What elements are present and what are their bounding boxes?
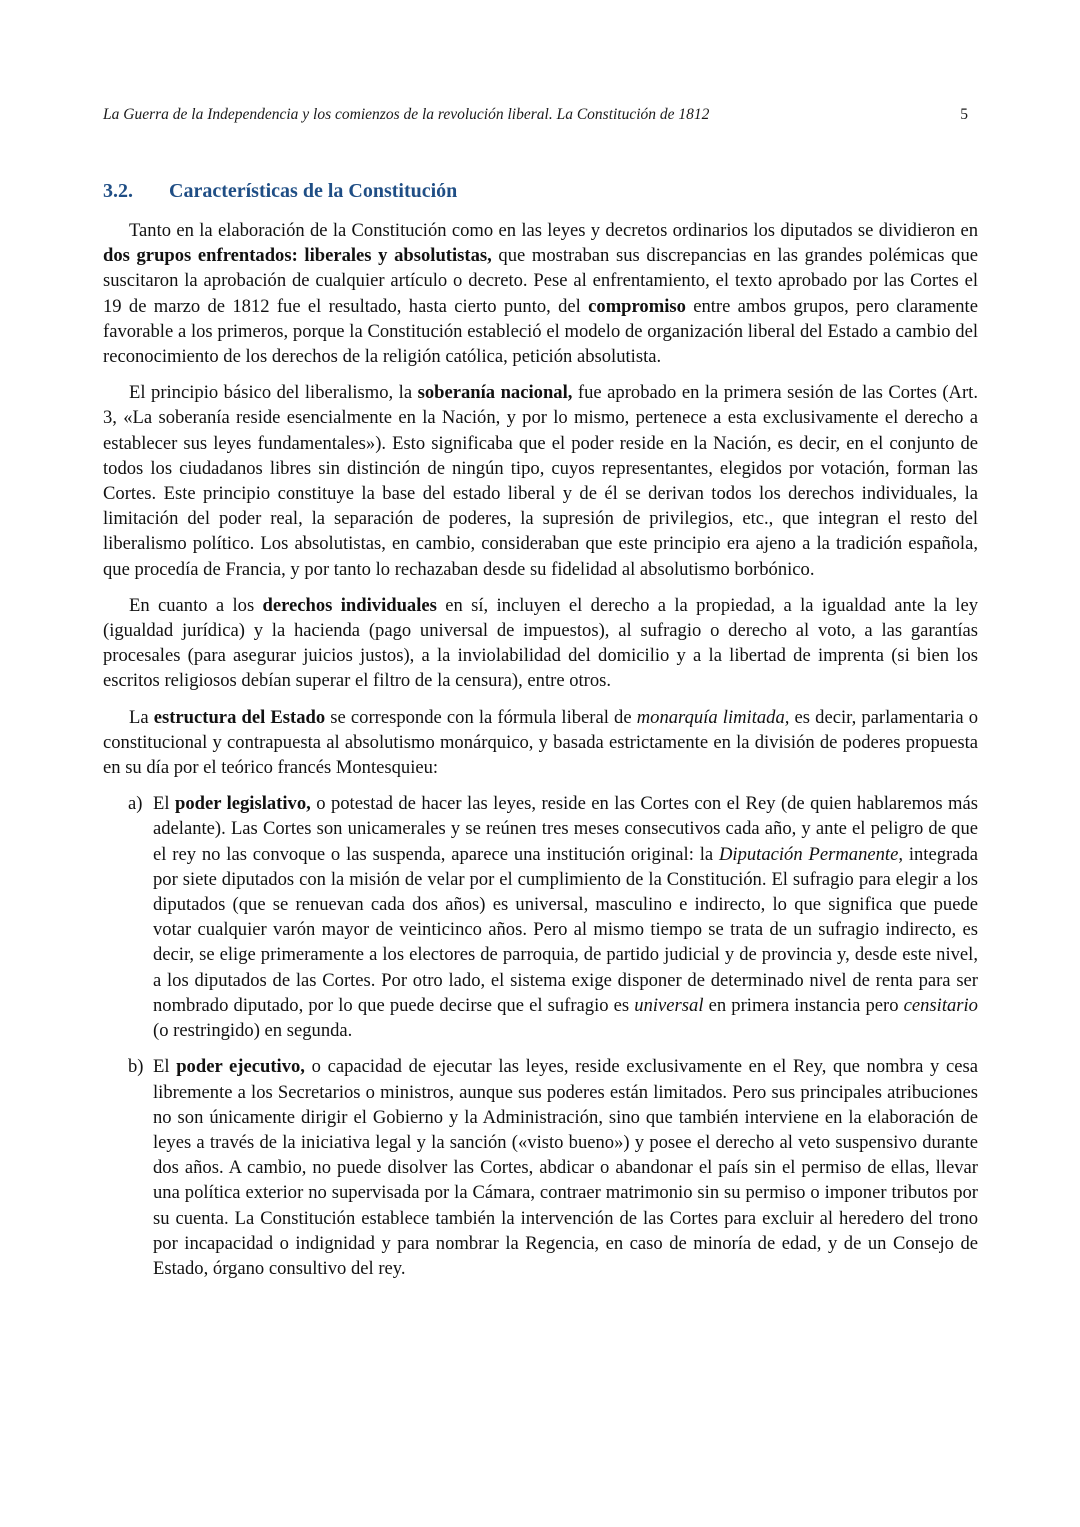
bold-term: poder legislativo,: [174, 793, 311, 815]
text-run: fue aprobado en la primera sesión de las Cortes (Art. 3, «La soberanía reside esencialmente en la Nación, y por lo mismo, pertenece a esta exclusivamente el derecho a establecer sus leyes fundamentales»). Esto significaba que el poder reside en la Nación, es decir, en el conjunto de todos los ciudadanos libres sin distinción de ningún tipo, cuyos representantes, elegidos por votación, forman las Cortes. Este principio constituye la base del estado liberal y de él se derivan todos los derechos individuales, la limitación del poder real, la separación de poderes, la supresión de privilegios, etc., que integran el resto del liberalismo político. Los absolutistas, en cambio, consideraban que este principio era ajeno a la tradición española, que procedía de Francia, y por tanto lo rechazaban desde su fidelidad al absolutismo borbónico.: [103, 382, 978, 580]
list-item-text: [153, 1056, 978, 1279]
list-item-text: [153, 793, 978, 1041]
text-run: se corresponde con la fórmula liberal de: [325, 706, 637, 728]
paragraph: [103, 218, 978, 369]
bold-term: dos grupos enfrentados: liberales y absolutistas,: [103, 245, 492, 267]
bold-term: soberanía nacional,: [417, 382, 573, 404]
powers-list: [103, 791, 978, 1281]
text-run: o potestad de hacer las leyes, reside en las Cortes con el Rey (de quien hablaremos más adelante). Las Cortes son unicamerales y se reúnen tres meses consecutivos cada año, y ante el peligro de que el rey no las convoque o las suspenda, aparece una institución original: la: [153, 793, 978, 865]
bold-term: poder ejecutivo,: [176, 1056, 305, 1078]
italic-term: censitario: [903, 994, 978, 1016]
body-content: [103, 218, 978, 1292]
paragraph: [103, 705, 978, 781]
bold-term: derechos individuales: [262, 594, 437, 616]
text-run: En cuanto a los: [129, 594, 263, 616]
section-heading: [103, 180, 457, 203]
text-run: que mostraban sus discrepancias en las grandes polémicas que suscitaron la aprobación de cualquier artículo o decreto. Pese al enfrentamiento, el texto aprobado por las Cortes el 19 de marzo de 1812 fue el resultado, hasta cierto punto, del: [103, 245, 978, 317]
page-number: 5: [960, 106, 968, 123]
running-title: La Guerra de la Independencia y los comienzos de la revolución liberal. La Constitución de 1812: [103, 106, 710, 123]
paragraph: [103, 593, 978, 694]
text-run: es decir, parlamentaria o constitucional y contrapuesta al absolutismo monárquico, y basada estrictamente en la división de poderes propuesta en su día por el teórico francés Montesquieu:: [103, 706, 978, 779]
text-run: (o restringido) en segunda.: [153, 1020, 353, 1042]
paragraph: [103, 380, 978, 582]
italic-term: universal: [634, 994, 704, 1016]
bold-term: estructura del Estado: [153, 706, 326, 728]
list-marker: a): [128, 793, 143, 815]
section-number: 3.2.: [103, 180, 133, 202]
text-run: El: [153, 793, 175, 815]
text-run: El: [153, 1056, 177, 1078]
text-run: La: [129, 706, 154, 728]
list-marker: b): [128, 1056, 144, 1078]
running-header: [103, 106, 968, 124]
bold-term: compromiso: [588, 295, 686, 317]
italic-term: monarquía limitada,: [636, 706, 790, 728]
text-run: Tanto en la elaboración de la Constitución como en las leyes y decretos ordinarios los diputados se dividieron en: [129, 220, 978, 241]
list-item-executive: [103, 1054, 978, 1281]
text-run: en sí, incluyen el derecho a la propiedad, a la igualdad ante la ley (igualdad jurídica) y la hacienda (pago universal de impuestos), al sufragio o derecho al voto, a las garantías procesales (para asegurar juicios justos), a la inviolabilidad del domicilio y a la libertad de imprenta (si bien los escritos religiosos debían superar el filtro de la censura), entre otros.: [103, 594, 978, 692]
text-run: El principio básico del liberalismo, la: [129, 382, 418, 404]
italic-term: Diputación Permanente,: [718, 843, 903, 865]
list-item-legislative: [103, 791, 978, 1043]
text-run: o capacidad de ejecutar las leyes, reside exclusivamente en el Rey, que nombra y cesa libremente a los Secretarios o ministros, aunque sus poderes están limitados. Pero sus principales atribuciones no son únicamente dirigir el Gobierno y la Administración, sino que también interviene en la elaboración de leyes a través de la iniciativa legal y la sanción («visto bueno») y posee el derecho al veto suspensivo durante dos años. A cambio, no puede disolver las Cortes, abdicar o abandonar el país sin el permiso de ellas, llevar una política exterior no supervisada por la Cámara, contraer matrimonio sin su permiso o imponer tributos por su cuenta. La Constitución establece también la intervención de las Cortes para excluir al heredero del trono por incapacidad o indignidad y para nombrar la Regencia, en caso de minoría de edad, y de un Consejo de Estado, órgano consultivo del rey.: [153, 1056, 978, 1279]
text-run: integrada por siete diputados con la misión de velar por el cumplimiento de la Constitución. El sufragio para elegir a los diputados (que se renuevan cada dos años) es universal, masculino e indirecto, lo que significa que puede votar cualquier varón mayor de veinticinco años. Pero al mismo tiempo se trata de un sufragio indirecto, es decir, se elige primeramente a los electores de parroquia, de partido judicial y de provincia y, desde este nivel, a los diputados de las Cortes. Por otro lado, el sistema exige disponer de determinado nivel de renta para ser nombrado diputado, por lo que puede decirse que el sufragio es: [153, 843, 979, 1016]
text-run: entre ambos grupos, pero claramente favorable a los primeros, porque la Constitución estableció el modelo de organización liberal del Estado a cambio del reconocimiento de los derechos de la religión católica, petición absolutista.: [103, 295, 978, 368]
section-title: Características de la Constitución: [169, 180, 458, 202]
text-run: en primera instancia pero: [703, 994, 904, 1016]
